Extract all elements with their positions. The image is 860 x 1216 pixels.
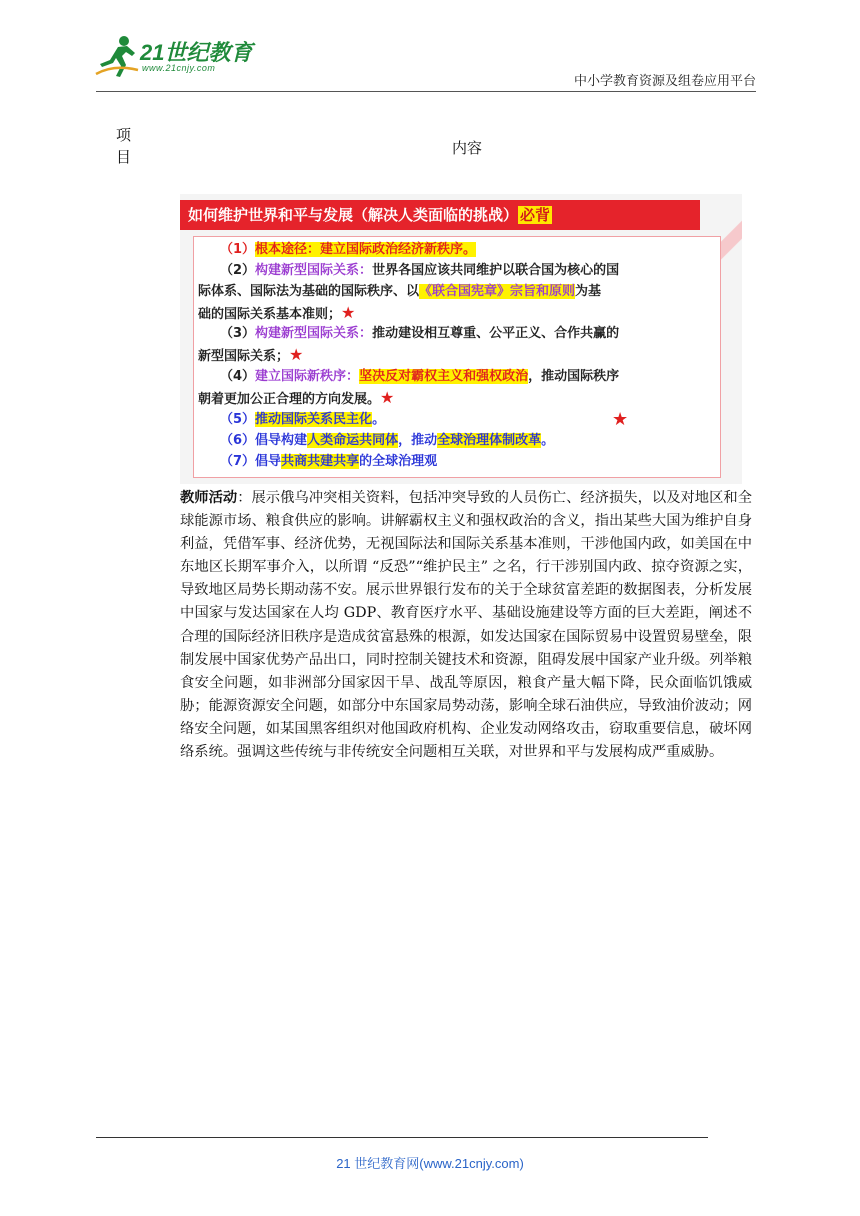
slide-title-text: 如何维护世界和平与发展（解决人类面临的挑战） <box>188 206 519 224</box>
slide-point-5: （5）推动国际关系民主化。 <box>220 412 386 427</box>
slide-point-3: （3）构建新型国际关系：推动建设相互尊重、公平正义、合作共赢的 <box>220 326 620 341</box>
slide-point-1: （1）根本途径：建立国际政治经济新秩序。 <box>220 242 477 257</box>
slide-title-bar <box>180 200 700 230</box>
site-logo <box>94 34 264 78</box>
teacher-activity-text: ：展示俄乌冲突相关资料，包括冲突导致的人员伤亡、经济损失，以及对地区和全球能源市场、粮食供应的影响。讲解霸权主义和强权政治的含义，指出某些大国为维护自身利益，凭借军事、经济优势，无视国际法和国际关系基本准则，干涉他国内政，如美国在中东地区长期军事介入，以所谓 “反恐”“维护民主” 之名，行干涉别国内政、掠夺资源之实，导致地区局势长期动荡不安。展示世界银行发布的关于全球贫富差距的数据图表，分析发展中国家与发达国家在人均 GDP、教育医疗水平、基础设施建设等方面的巨大差距，阐述不合理的国际经济旧秩序是造成贫富悬殊的根源，如发达国家在国际贸易中设置贸易壁垒，限制发展中国家优势产品出口，同时控制关键技术和资源，阻碍发展中国家产业升级。列举粮食安全问题，如非洲部分国家因干旱、战乱等原因，粮食产量大幅下降，民众面临饥饿威胁；能源资源安全问题，如部分中东国家局势动荡，影响全球石油供应，导致油价波动；网络安全问题，如某国黑客组织对他国政府机构、企业发动网络攻击，窃取重要信息，破坏网络系统。强调这些传统与非传统安全问题相互关联，对世界和平与发展构成严重威胁。 <box>180 490 752 761</box>
slide-point-4-end: 朝着更加公正合理的方向发展。★ <box>198 388 395 407</box>
slide-point-6: （6）倡导构建人类命运共同体，推动全球治理体制改革。 <box>220 433 555 448</box>
teacher-activity-paragraph <box>180 487 752 764</box>
column-project-header: 项目 <box>116 126 132 166</box>
star-icon: ★ <box>612 409 629 430</box>
must-recite-badge: 必背 <box>520 206 551 224</box>
star-icon: ★ <box>341 303 356 322</box>
slide-point-3-end: 新型国际关系；★ <box>198 345 304 364</box>
teacher-activity-label: 教师活动 <box>180 490 238 506</box>
slide-point-4: （4）建立国际新秩序：坚决反对霸权主义和强权政治，推动国际秩序 <box>220 369 620 384</box>
slide-point-2-end: 础的国际关系基本准则；★ <box>198 303 356 322</box>
header-divider <box>96 91 756 92</box>
platform-name: 中小学教育资源及组卷应用平台 <box>573 74 756 89</box>
footer-link[interactable]: 21 世纪教育网(www.21cnjy.com) <box>336 1156 524 1171</box>
footer-divider <box>96 1137 708 1138</box>
slide-image <box>180 194 742 484</box>
slide-content-box <box>193 236 721 478</box>
logo-url: www.21cnjy.com <box>142 63 216 73</box>
logo-text: 21世纪教育 <box>140 40 253 65</box>
slide-point-7: （7）倡导共商共建共享的全球治理观 <box>220 454 438 469</box>
star-icon: ★ <box>289 345 304 364</box>
slide-point-2: （2）构建新型国际关系：世界各国应该共同维护以联合国为核心的国 <box>220 263 620 278</box>
star-icon: ★ <box>380 388 395 407</box>
column-content-header: 内容 <box>452 139 483 157</box>
slide-point-2-cont: 际体系、国际法为基础的国际秩序、以《联合国宪章》宗旨和原则为基 <box>198 284 602 299</box>
runner-logo-icon <box>94 34 140 78</box>
slide-title <box>188 204 552 225</box>
